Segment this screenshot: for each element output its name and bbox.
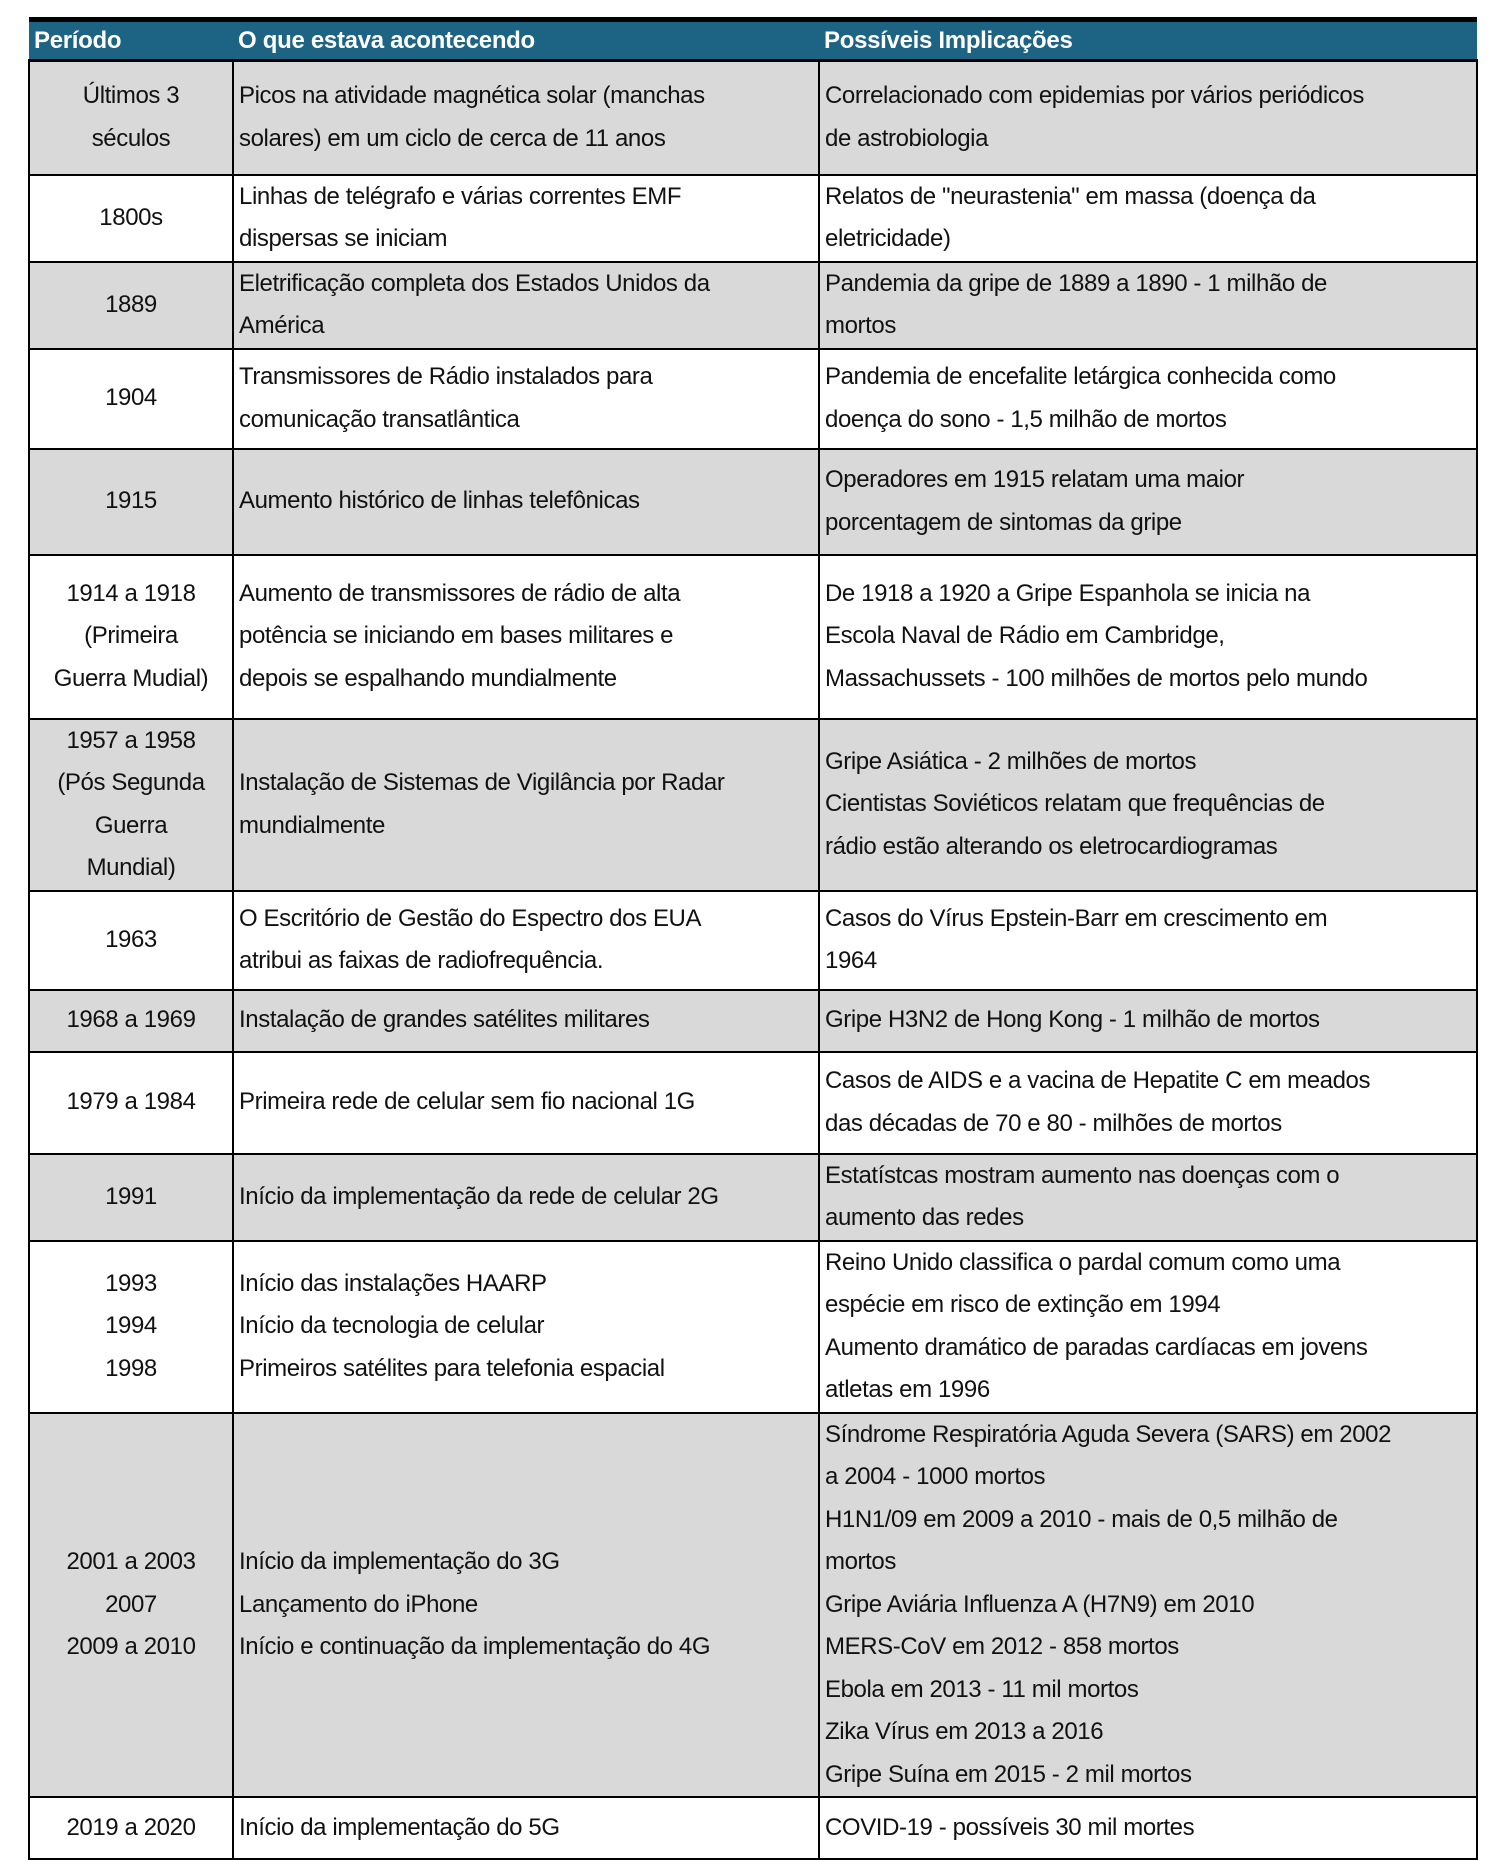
cell-line: (Pós Segunda: [57, 769, 205, 796]
period-cell: [29, 349, 233, 449]
table-row: [29, 990, 1477, 1052]
cell-line: De 1918 a 1920 a Gripe Espanhola se inicia na: [825, 579, 1311, 607]
implications-cell: [819, 555, 1477, 719]
cell-line: de astrobiologia: [825, 124, 989, 152]
cell-line: Início das instalações HAARP: [239, 1269, 547, 1297]
table-row: [29, 349, 1477, 449]
table-row: [29, 1797, 1477, 1859]
implications-cell: [819, 1241, 1477, 1413]
period-cell: [29, 262, 233, 349]
cell-line: potência se iniciando em bases militares e: [239, 622, 674, 650]
cell-line: 1991: [105, 1182, 157, 1210]
cell-line: 1963: [105, 925, 157, 953]
cell-line: COVID-19 - possíveis 30 mil mortes: [825, 1813, 1195, 1841]
cell-line: Casos de AIDS e a vacina de Hepatite C em meados: [825, 1067, 1371, 1094]
table-row: [29, 1413, 1477, 1798]
cell-line: 1957 a 1958: [66, 726, 196, 754]
event-cell: [233, 990, 819, 1052]
cell-line: Picos na atividade magnética solar (manchas: [239, 82, 705, 110]
cell-line: 1904: [105, 384, 157, 412]
cell-line: Mundial): [86, 854, 176, 881]
cell-line: Gripe Aviária Influenza A (H7N9) em 2010: [825, 1590, 1255, 1618]
cell-line: mortos: [825, 312, 896, 339]
event-cell: [233, 262, 819, 349]
cell-line: comunicação transatlântica: [239, 405, 520, 433]
cell-line: 1979 a 1984: [66, 1088, 196, 1116]
cell-line: Aumento de transmissores de rádio de alta: [239, 579, 681, 607]
cell-line: Guerra: [94, 811, 168, 839]
cell-line: séculos: [91, 124, 171, 152]
cell-line: Instalação de Sistemas de Vigilância por Radar: [239, 769, 725, 796]
table-row: [29, 1241, 1477, 1413]
table-row: [29, 61, 1477, 175]
cell-line: mortos: [825, 1548, 896, 1575]
event-cell: [233, 61, 819, 175]
cell-line: Guerra Mudial): [53, 664, 209, 692]
cell-line: Início da implementação do 3G: [239, 1548, 560, 1575]
cell-line: Pandemia de encefalite letárgica conhecida como: [825, 363, 1336, 390]
event-cell: [233, 1413, 819, 1798]
implications-cell: [819, 1154, 1477, 1241]
cell-line: Transmissores de Rádio instalados para: [239, 363, 653, 390]
cell-line: MERS-CoV em 2012 - 858 mortos: [825, 1633, 1179, 1660]
implications-cell: [819, 262, 1477, 349]
cell-line: Zika Vírus em 2013 a 2016: [825, 1718, 1104, 1745]
implications-cell: [819, 175, 1477, 262]
event-cell: [233, 1154, 819, 1241]
period-cell: [29, 891, 233, 990]
implications-cell: [819, 990, 1477, 1052]
table-row: [29, 449, 1477, 555]
cell-line: 1800s: [99, 203, 163, 231]
cell-line: 1994: [105, 1312, 157, 1340]
cell-line: Primeiros satélites para telefonia espacial: [239, 1354, 665, 1382]
cell-line: das décadas de 70 e 80 - milhões de mortos: [825, 1109, 1282, 1137]
table-row: [29, 1052, 1477, 1154]
implications-cell: [819, 349, 1477, 449]
table-row: [29, 891, 1477, 990]
event-cell: [233, 1241, 819, 1413]
cell-line: eletricidade): [825, 225, 951, 252]
cell-line: 1964: [825, 947, 877, 974]
event-cell: [233, 555, 819, 719]
cell-line: aumento das redes: [825, 1204, 1024, 1231]
cell-line: Eletrificação completa dos Estados Unidos da: [239, 269, 710, 297]
cell-line: Cientistas Soviéticos relatam que frequências de: [825, 790, 1325, 818]
implications-cell: [819, 1052, 1477, 1154]
cell-line: Lançamento do iPhone: [239, 1590, 478, 1618]
cell-line: 1915: [105, 487, 157, 515]
table-row: [29, 719, 1477, 891]
cell-line: atribui as faixas de radiofrequência.: [239, 947, 604, 974]
header-event: O que estava acontecendo: [233, 20, 819, 61]
implications-cell: [819, 1797, 1477, 1859]
cell-line: atletas em 1996: [825, 1376, 990, 1403]
period-cell: [29, 719, 233, 891]
implications-cell: [819, 719, 1477, 891]
cell-line: Início e continuação da implementação do 4G: [239, 1633, 711, 1660]
cell-line: O Escritório de Gestão do Espectro dos EUA: [239, 904, 702, 932]
event-cell: [233, 1052, 819, 1154]
implications-cell: [819, 61, 1477, 175]
event-cell: [233, 175, 819, 262]
period-cell: [29, 555, 233, 719]
table-row: [29, 262, 1477, 349]
cell-line: depois se espalhando mundialmente: [239, 664, 617, 692]
cell-line: Correlacionado com epidemias por vários periódicos: [825, 82, 1364, 110]
table-row: [29, 555, 1477, 719]
cell-line: 2001 a 2003: [66, 1548, 196, 1575]
cell-line: 2019 a 2020: [66, 1813, 196, 1841]
event-cell: [233, 891, 819, 990]
cell-line: Aumento histórico de linhas telefônicas: [239, 487, 640, 515]
table-row: [29, 175, 1477, 262]
cell-line: Síndrome Respiratória Aguda Severa (SARS) em 2002: [825, 1420, 1392, 1448]
cell-line: 1914 a 1918: [66, 579, 196, 607]
cell-line: porcentagem de sintomas da gripe: [825, 508, 1182, 536]
header-period: Período: [29, 20, 233, 61]
cell-line: Ebola em 2013 - 11 mil mortos: [825, 1675, 1139, 1703]
period-cell: [29, 1413, 233, 1798]
event-cell: [233, 449, 819, 555]
cell-line: Gripe Suína em 2015 - 2 mil mortos: [825, 1760, 1192, 1788]
cell-line: Casos do Vírus Epstein-Barr em crescimento em: [825, 904, 1328, 932]
period-cell: [29, 1154, 233, 1241]
cell-line: Instalação de grandes satélites militares: [239, 1006, 650, 1034]
cell-line: Aumento dramático de paradas cardíacas em jovens: [825, 1333, 1368, 1361]
cell-line: 1993: [105, 1269, 157, 1297]
cell-line: Gripe H3N2 de Hong Kong - 1 milhão de mortos: [825, 1006, 1320, 1034]
cell-line: Pandemia da gripe de 1889 a 1890 - 1 milhão de: [825, 269, 1327, 297]
cell-line: Gripe Asiática - 2 milhões de mortos: [825, 747, 1197, 775]
header-row: [29, 20, 1477, 61]
cell-line: 1968 a 1969: [66, 1006, 196, 1034]
period-cell: [29, 61, 233, 175]
cell-line: solares) em um ciclo de cerca de 11 anos: [239, 124, 666, 152]
period-cell: [29, 990, 233, 1052]
timeline-table: [28, 17, 1478, 1860]
cell-line: espécie em risco de extinção em 1994: [825, 1291, 1221, 1318]
cell-line: Últimos 3: [82, 82, 180, 110]
cell-line: rádio estão alterando os eletrocardiogramas: [825, 832, 1278, 860]
cell-line: Estatístcas mostram aumento nas doenças com o: [825, 1161, 1340, 1189]
cell-line: Início da implementação do 5G: [239, 1813, 560, 1841]
cell-line: a 2004 - 1000 mortos: [825, 1463, 1046, 1490]
period-cell: [29, 1797, 233, 1859]
cell-line: Início da implementação da rede de celular 2G: [239, 1182, 719, 1210]
cell-line: (Primeira: [84, 622, 178, 650]
period-cell: [29, 1241, 233, 1413]
cell-line: América: [239, 312, 325, 339]
header-implications: Possíveis Implicações: [819, 20, 1477, 61]
cell-line: Massachussets - 100 milhões de mortos pelo mundo: [825, 664, 1368, 692]
table-row: [29, 1154, 1477, 1241]
implications-cell: [819, 449, 1477, 555]
cell-line: Primeira rede de celular sem fio nacional 1G: [239, 1088, 695, 1116]
event-cell: [233, 1797, 819, 1859]
cell-line: Operadores em 1915 relatam uma maior: [825, 466, 1245, 493]
cell-line: 1889: [105, 290, 157, 318]
cell-line: Reino Unido classifica o pardal comum como uma: [825, 1248, 1341, 1276]
period-cell: [29, 449, 233, 555]
cell-line: H1N1/09 em 2009 a 2010 - mais de 0,5 milhão de: [825, 1505, 1338, 1533]
cell-line: doença do sono - 1,5 milhão de mortos: [825, 405, 1227, 433]
cell-line: Escola Naval de Rádio em Cambridge,: [825, 622, 1225, 650]
cell-line: mundialmente: [239, 811, 385, 839]
cell-line: 1998: [105, 1354, 157, 1382]
implications-cell: [819, 891, 1477, 990]
cell-line: Início da tecnologia de celular: [239, 1312, 545, 1340]
period-cell: [29, 175, 233, 262]
cell-line: dispersas se iniciam: [239, 225, 448, 252]
cell-line: Relatos de "neurastenia" em massa (doença da: [825, 182, 1316, 210]
event-cell: [233, 349, 819, 449]
period-cell: [29, 1052, 233, 1154]
event-cell: [233, 719, 819, 891]
cell-line: 2009 a 2010: [66, 1633, 196, 1660]
implications-cell: [819, 1413, 1477, 1798]
cell-line: 2007: [105, 1590, 157, 1618]
cell-line: Linhas de telégrafo e várias correntes EMF: [239, 182, 682, 210]
